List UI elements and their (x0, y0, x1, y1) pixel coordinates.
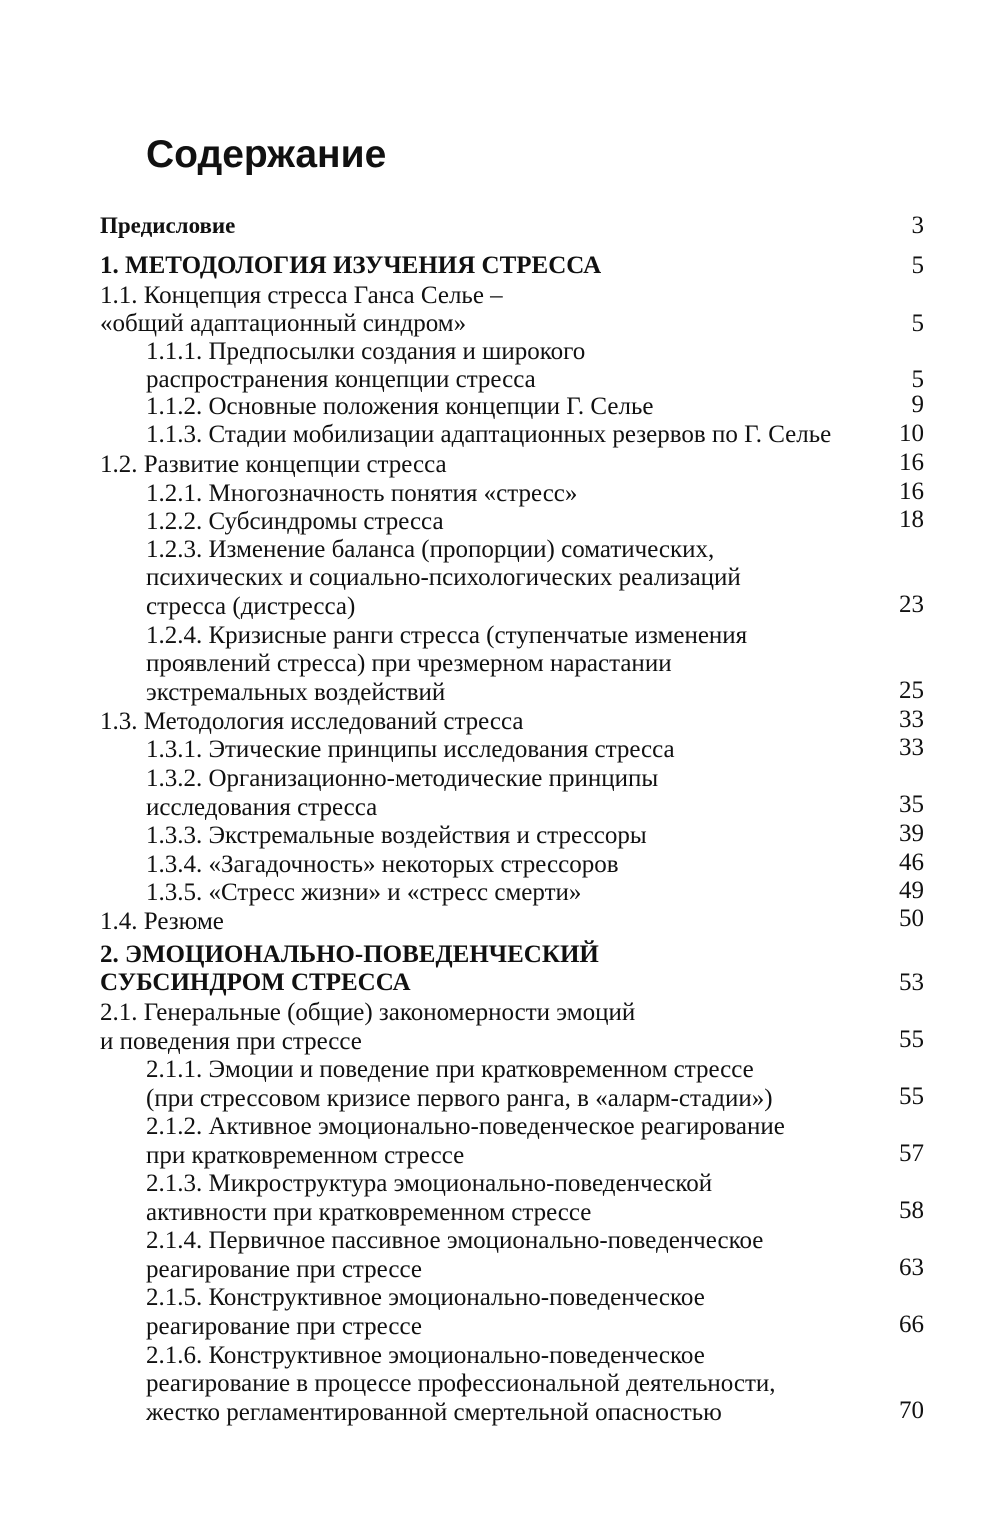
toc-page-number: 23 (899, 591, 924, 618)
toc-entry-text: 1.3.2. Организационно-методические принципы (146, 765, 659, 792)
toc-page-number: 66 (899, 1311, 924, 1338)
toc-entry-text: 1.2.1. Многозначность понятия «стресс» (146, 480, 578, 507)
toc-entry-text: 2.1.5. Конструктивное эмоционально-поведенческое (146, 1284, 705, 1311)
toc-page-number: 18 (899, 506, 924, 533)
toc-page-number: 46 (899, 849, 924, 876)
toc-entry-text: реагирование в процессе профессиональной деятельности, (146, 1370, 776, 1397)
toc-entry-text: 1.3.4. «Загадочность» некоторых стрессоров (146, 851, 619, 878)
toc-entry-text: распространения концепции стресса (146, 366, 536, 393)
toc-page-number: 16 (899, 478, 924, 505)
toc-entry-text: 2. ЭМОЦИОНАЛЬНО-ПОВЕДЕНЧЕСКИЙ (100, 941, 599, 968)
toc-page-number: 35 (899, 791, 924, 818)
toc-page-number: 49 (899, 877, 924, 904)
toc-entry-text: реагирование при стрессе (146, 1256, 422, 1283)
toc-entry-text: 1.3.1. Этические принципы исследования стресса (146, 736, 675, 763)
toc-entry-text: 2.1.4. Первичное пассивное эмоционально-поведенческое (146, 1227, 764, 1254)
toc-entry-text: 1.1.3. Стадии мобилизации адаптационных резервов по Г. Селье (146, 421, 832, 448)
toc-page-number: 10 (899, 420, 924, 447)
toc-entry-text: исследования стресса (146, 794, 378, 821)
toc-entry-text: жестко регламентированной смертельной опасностью (146, 1399, 722, 1426)
toc-entry-text: стресса (дистресса) (146, 593, 356, 620)
toc-page-number: 53 (899, 969, 924, 996)
toc-entry-text: психических и социально-психологических реализаций (146, 564, 741, 591)
toc-page-number: 55 (899, 1083, 924, 1110)
page-title: Содержание (146, 133, 387, 176)
toc-entry-text: 1.1.1. Предпосылки создания и широкого (146, 338, 586, 365)
toc-entry-text: Предисловие (100, 213, 236, 238)
toc-page-number: 5 (911, 366, 924, 393)
toc-entry-text: 1.1. Концепция стресса Ганса Селье – (100, 282, 503, 309)
toc-page-number: 33 (899, 706, 924, 733)
toc-page-number: 58 (899, 1197, 924, 1224)
toc-page-number: 33 (899, 734, 924, 761)
toc-entry-text: 2.1.2. Активное эмоционально-поведенческое реагирование (146, 1113, 785, 1140)
toc-page-number: 55 (899, 1026, 924, 1053)
toc-entry-text: 2.1.6. Конструктивное эмоционально-поведенческое (146, 1342, 705, 1369)
toc-entry-text: 1.3.3. Экстремальные воздействия и стрессоры (146, 822, 647, 849)
toc-entry-text: СУБСИНДРОМ СТРЕССА (100, 969, 411, 996)
toc-entry-text: при кратковременном стрессе (146, 1142, 465, 1169)
toc-page-number: 25 (899, 677, 924, 704)
toc-page-number: 9 (911, 391, 924, 418)
toc-entry-text: (при стрессовом кризисе первого ранга, в «аларм-стадии») (146, 1085, 773, 1112)
toc-entry-text: 1.2.2. Субсиндромы стресса (146, 508, 444, 535)
toc-entry-text: проявлений стресса) при чрезмерном нарастании (146, 650, 672, 677)
toc-page-number: 39 (899, 820, 924, 847)
toc-entry-text: активности при кратковременном стрессе (146, 1199, 592, 1226)
toc-page-number: 5 (911, 310, 924, 337)
toc-entry-text: 2.1.1. Эмоции и поведение при кратковременном стрессе (146, 1056, 754, 1083)
toc-entry-text: 2.1.3. Микроструктура эмоционально-поведенческой (146, 1170, 713, 1197)
toc-entry-text: 1.3.5. «Стресс жизни» и «стресс смерти» (146, 879, 582, 906)
toc-entry-text: 2.1. Генеральные (общие) закономерности эмоций (100, 999, 636, 1026)
toc-page-number: 3 (911, 212, 924, 239)
toc-entry-text: 1.2. Развитие концепции стресса (100, 451, 447, 478)
toc-page-number: 70 (899, 1397, 924, 1424)
toc-entry-text: 1. МЕТОДОЛОГИЯ ИЗУЧЕНИЯ СТРЕССА (100, 252, 602, 279)
toc-page-number: 16 (899, 449, 924, 476)
toc-entry-text: экстремальных воздействий (146, 679, 446, 706)
toc-entry-text: «общий адаптационный синдром» (100, 310, 467, 337)
toc-entry-text: 1.1.2. Основные положения концепции Г. Селье (146, 393, 654, 420)
toc-entry-text: и поведения при стрессе (100, 1028, 362, 1055)
toc-entry-text: 1.2.3. Изменение баланса (пропорции) соматических, (146, 536, 715, 563)
toc-page-number: 63 (899, 1254, 924, 1281)
toc-page-number: 57 (899, 1140, 924, 1167)
toc-entry-text: 1.4. Резюме (100, 908, 224, 935)
toc-entry-text: 1.3. Методология исследований стресса (100, 708, 524, 735)
toc-entry-text: 1.2.4. Кризисные ранги стресса (ступенчатые изменения (146, 622, 748, 649)
toc-page-number: 50 (899, 905, 924, 932)
toc-page-number: 5 (911, 252, 924, 279)
toc-entry-text: реагирование при стрессе (146, 1313, 422, 1340)
